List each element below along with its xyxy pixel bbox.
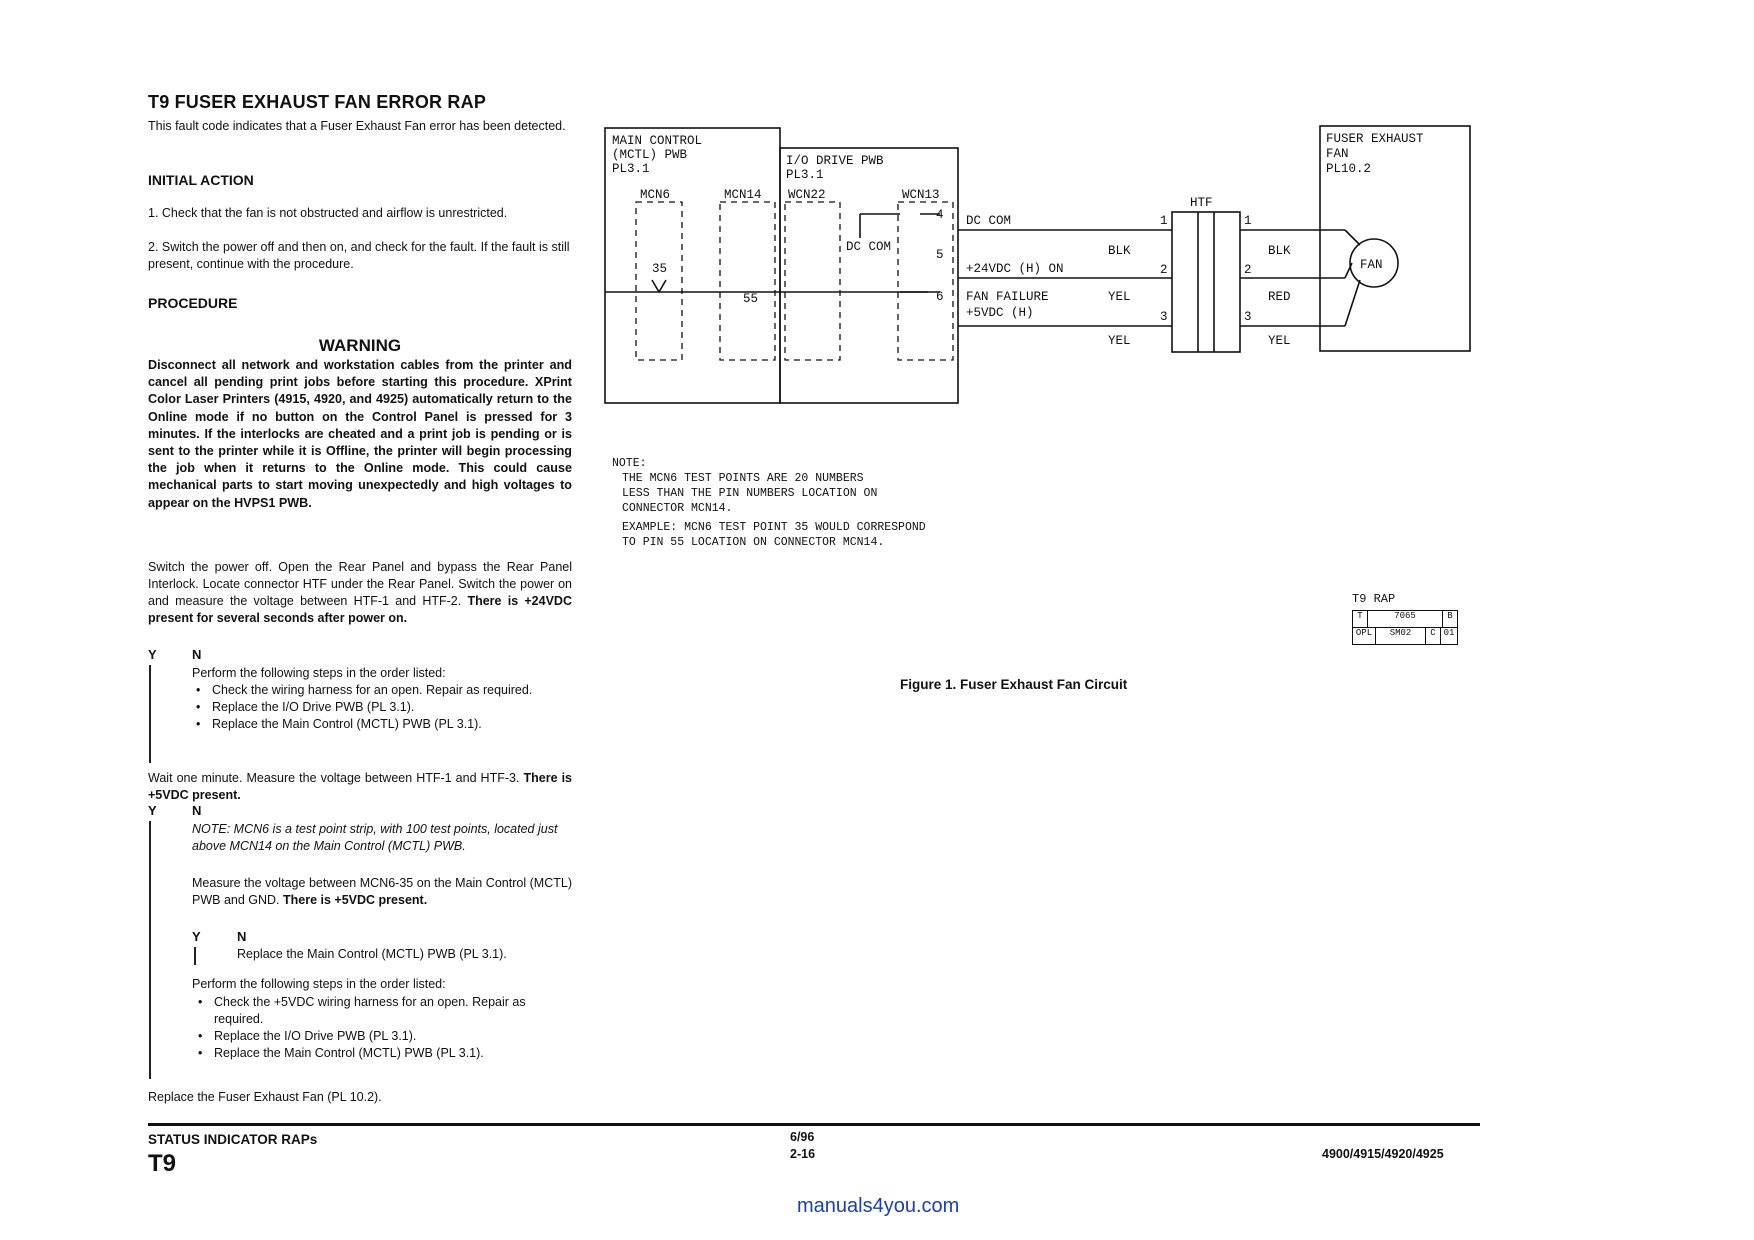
warning-heading: WARNING <box>318 336 402 355</box>
list-item: • Check the +5VDC wiring harness for an open. Repair as required. <box>214 994 572 1028</box>
footer-section: STATUS INDICATOR RAPs <box>148 1132 318 1147</box>
rap-cell: B <box>1447 611 1453 621</box>
main-control-label-1: MAIN CONTROL <box>612 134 703 148</box>
wire-left-yel: YEL <box>1108 290 1131 304</box>
step-a-text <box>148 559 572 627</box>
intro-text: This fault code indicates that a Fuser Exhaust Fan error has been detected. <box>148 119 566 133</box>
list-item: • Replace the Main Control (MCTL) PWB (PL 3.1). <box>212 716 572 733</box>
mcn14-connector <box>720 202 775 360</box>
footer-date: 6/96 <box>790 1130 815 1144</box>
step-b-instruction: Wait one minute. Measure the voltage between HTF-1 and HTF-3. <box>148 771 520 785</box>
io-drive-label-1: I/O DRIVE PWB <box>786 154 884 168</box>
wcn13-connector <box>898 202 953 360</box>
example-line-1: EXAMPLE: MCN6 TEST POINT 35 WOULD CORRESPOND <box>622 521 926 534</box>
figure-caption: Figure 1. Fuser Exhaust Fan Circuit <box>900 677 1128 692</box>
mcn6-connector <box>636 202 682 360</box>
step-b-y2-branch-line <box>194 947 196 965</box>
signal-5v: +5VDC (H) <box>966 306 1034 320</box>
circuit-diagram <box>600 120 1480 420</box>
wire-left-yel-2: YEL <box>1108 334 1131 348</box>
step-b-y2: Y <box>192 929 201 944</box>
step-a-n-intro: Perform the following steps in the order listed: <box>192 666 446 680</box>
rap-label: T9 RAP <box>1352 592 1396 606</box>
step-b-steps-list <box>214 994 572 1062</box>
list-item: • Replace the Main Control (MCTL) PWB (PL 3.1). <box>214 1045 572 1062</box>
step-b-y-branch-line <box>149 821 151 1079</box>
pin-4-label: 4 <box>936 208 944 222</box>
step-a-question: There is +24VDC present for several seconds after power on. <box>148 594 572 625</box>
io-drive-label-2: PL3.1 <box>786 168 824 182</box>
step-a-y: Y <box>148 647 157 662</box>
step-a-instruction: Switch the power off. Open the Rear Panel and bypass the Rear Panel Interlock. Locate connector HTF under the Rear Panel. Switch the power on and measure the voltage between HTF-1 and HTF-2. <box>148 560 572 608</box>
step-b-measure <box>192 875 572 909</box>
rap-cell: T <box>1353 611 1368 627</box>
page-title: T9 FUSER EXHAUST FAN ERROR RAP <box>148 92 487 112</box>
note-line-1: THE MCN6 TEST POINTS ARE 20 NUMBERS <box>622 472 864 485</box>
step-a-n: N <box>192 647 202 662</box>
mcn14-label: MCN14 <box>724 188 762 202</box>
fuser-fan-label-1: FUSER EXHAUST <box>1326 132 1424 146</box>
initial-step-2: 2. Switch the power off and then on, and check for the fault. If the fault is still present, continue with the procedure. <box>148 240 570 271</box>
dc-com-inner-label: DC COM <box>846 240 892 254</box>
pin-5-label: 5 <box>936 248 944 262</box>
footer-page: 2-16 <box>790 1147 816 1161</box>
warning-text: Disconnect all network and workstation cables from the printer and cancel all pending print jobs before starting this procedure. XPrint Color Laser Printers (4915, 4920, and 4925) automatically return to the Online mode if no button on the Control Panel is pressed for 3 minutes. If the interlocks are cheated and a print job is pending or is sent to the printer while it is Offline, the printer will begin processing the job when it returns to the Online mode. This could cause mechanical parts to start moving unexpectedly and high voltages to appear on the HVPS1 PWB. <box>148 358 572 510</box>
signal-24v: +24VDC (H) ON <box>966 262 1064 276</box>
list-item: • Check the wiring harness for an open. Repair as required. <box>212 682 572 699</box>
rap-box <box>1352 610 1458 645</box>
initial-action-heading: INITIAL ACTION <box>148 172 254 188</box>
step-a-n-list <box>212 682 572 733</box>
rap-cell: 7065 <box>1368 611 1443 627</box>
rap-cell: SM02 <box>1376 628 1426 644</box>
footer-code: T9 <box>148 1150 177 1177</box>
io-drive-box <box>780 148 958 403</box>
step-b-n2: N <box>237 929 247 944</box>
list-item: • Replace the I/O Drive PWB (PL 3.1). <box>212 699 572 716</box>
main-control-label-3: PL3.1 <box>612 162 650 176</box>
step-a-y-branch-line <box>149 665 151 763</box>
htf-right-pin-2: 2 <box>1244 263 1252 277</box>
rap-cell: C <box>1426 628 1441 644</box>
initial-step-1: 1. Check that the fan is not obstructed and airflow is unrestricted. <box>148 206 508 220</box>
list-item: • Replace the I/O Drive PWB (PL 3.1). <box>214 1028 572 1045</box>
mcn6-note: NOTE: MCN6 is a test point strip, with 100 test points, located just above MCN14 on the Main Control (MCTL) PWB. <box>192 822 558 853</box>
wire-right-blk: BLK <box>1268 244 1291 258</box>
step-b-steps-intro: Perform the following steps in the order listed: <box>192 977 446 991</box>
step-b-measure-question: There is +5VDC present. <box>283 893 428 907</box>
step-b-measure-text: Measure the voltage between MCN6-35 on the Main Control (MCTL) PWB and GND. <box>192 876 572 907</box>
procedure-heading: PROCEDURE <box>148 295 238 311</box>
mcn6-label: MCN6 <box>640 188 671 202</box>
footer-rule <box>148 1123 1480 1126</box>
step-b-n2-text: Replace the Main Control (MCTL) PWB (PL 3.1). <box>237 947 507 961</box>
wcn13-label: WCN13 <box>902 188 940 202</box>
wire-right-red: RED <box>1268 290 1291 304</box>
note-title: NOTE: <box>612 457 647 470</box>
step-b-y: Y <box>148 803 157 818</box>
wcn22-connector <box>785 202 840 360</box>
example-line-2: TO PIN 55 LOCATION ON CONNECTOR MCN14. <box>622 536 885 549</box>
pin-55-label: 55 <box>743 292 759 306</box>
wire-right-yel: YEL <box>1268 334 1291 348</box>
footer-models: 4900/4915/4920/4925 <box>1322 1147 1444 1161</box>
htf-left-pin-3: 3 <box>1160 310 1168 324</box>
step-b-question: There is +5VDC present. <box>148 771 573 802</box>
step-b-n: N <box>192 803 202 818</box>
wire-left-blk: BLK <box>1108 244 1131 258</box>
fuser-fan-label-3: PL10.2 <box>1326 162 1372 176</box>
step-b-text <box>148 770 572 804</box>
signal-fan-failure: FAN FAILURE <box>966 290 1049 304</box>
note-line-3: CONNECTOR MCN14. <box>622 502 733 515</box>
htf-left-pin-2: 2 <box>1160 263 1168 277</box>
pin-35-label: 35 <box>652 262 668 276</box>
rap-cell: 01 <box>1443 628 1455 638</box>
htf-right-pin-1: 1 <box>1244 214 1252 228</box>
htf-label: HTF <box>1190 196 1213 210</box>
htf-right-pin-3: 3 <box>1244 310 1252 324</box>
wcn22-label: WCN22 <box>788 188 826 202</box>
htf-connector <box>1172 212 1240 352</box>
fuser-fan-label-2: FAN <box>1326 147 1349 161</box>
watermark-link[interactable]: manuals4you.com <box>797 1195 960 1217</box>
final-step: Replace the Fuser Exhaust Fan (PL 10.2). <box>148 1090 382 1104</box>
diagram-note <box>612 456 926 550</box>
htf-left-pin-1: 1 <box>1160 214 1168 228</box>
main-control-label-2: (MCTL) PWB <box>612 148 688 162</box>
rap-cell: OPL <box>1353 628 1376 644</box>
fan-label: FAN <box>1360 258 1383 272</box>
pin-6-label: 6 <box>936 290 944 304</box>
signal-dc-com: DC COM <box>966 214 1012 228</box>
note-line-2: LESS THAN THE PIN NUMBERS LOCATION ON <box>622 487 878 500</box>
